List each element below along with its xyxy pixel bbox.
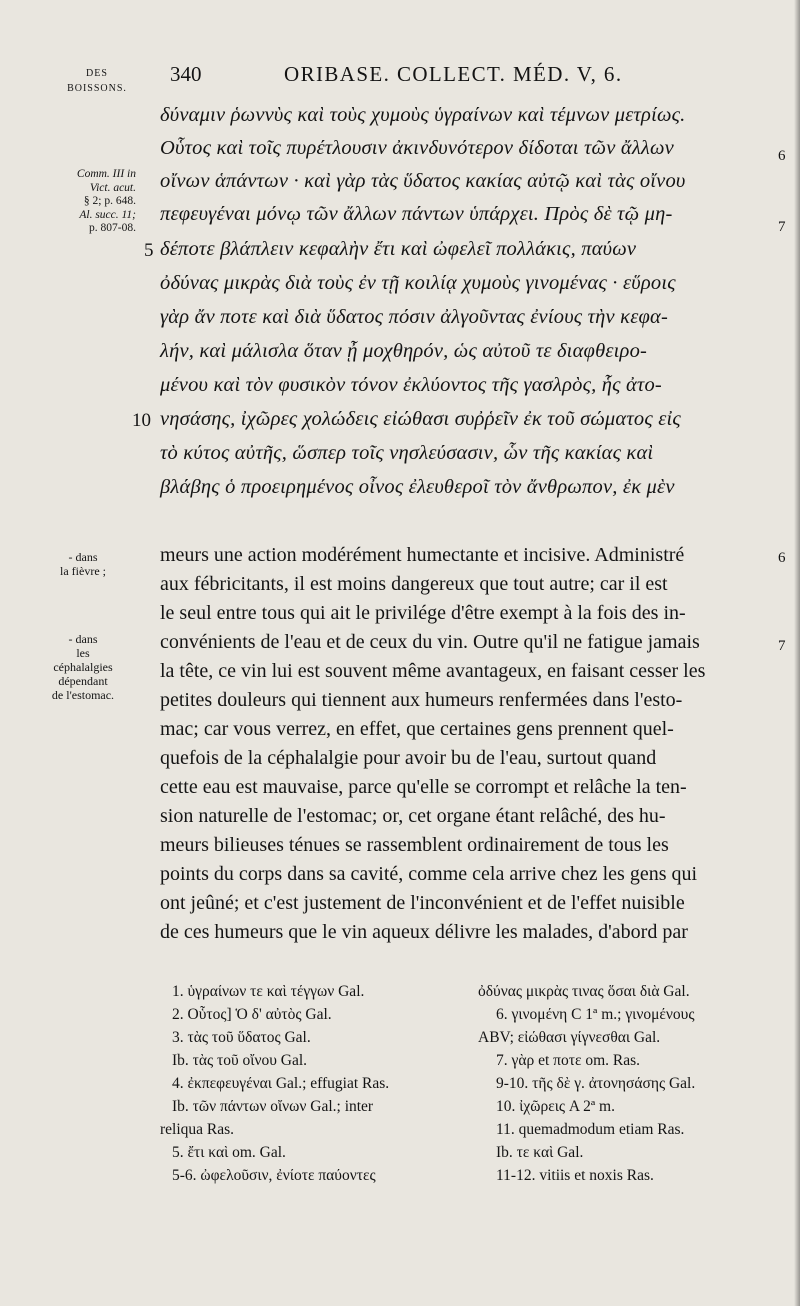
margin-note-line: Vict. acut. bbox=[89, 181, 136, 194]
greek-line: νησάσης, ἰχῶρες χολώδεις εἰώθασι συῤῥεῖν ἐκ τοῦ σώματος εἰς bbox=[160, 408, 681, 430]
page-header bbox=[0, 62, 800, 94]
running-title: ORIBASE. COLLECT. MÉD. V, 6. bbox=[284, 62, 623, 86]
margin-note-line: § 2; p. 648. bbox=[83, 195, 136, 207]
french-line: points du corps dans sa cavité, comme cela arrive chez les gens qui bbox=[160, 863, 698, 885]
margin-note-line: la fièvre ; bbox=[60, 564, 106, 578]
greek-line-number: 5 bbox=[144, 240, 154, 261]
margin-note-commentary bbox=[26, 168, 136, 236]
note-line: 7. γὰρ et ποτε om. Ras. bbox=[496, 1052, 641, 1069]
note-line: 4. ἐκπεφευγέναι Gal.; effugiat Ras. bbox=[172, 1075, 390, 1092]
section-tag-line: BOISSONS. bbox=[67, 83, 127, 94]
scan-shadow-edge bbox=[794, 0, 800, 1306]
note-line: ABV; εἰώθασι γίγνεσθαι Gal. bbox=[478, 1029, 661, 1046]
french-line: ont jeûné; et c'est justement de l'inconvénient et de l'effet nuisible bbox=[160, 892, 685, 914]
french-line: meurs bilieuses ténues se rassemblent ordinairement de tous les bbox=[160, 834, 669, 856]
french-line: petites douleurs qui tiennent aux humeurs renfermées dans l'esto- bbox=[160, 689, 683, 711]
french-line: cette eau est mauvaise, parce qu'elle se corrompt et relâche la ten- bbox=[160, 776, 687, 798]
greek-line-number: 10 bbox=[132, 410, 151, 431]
margin-note-line: - dans bbox=[68, 550, 98, 564]
note-line: Ib. τῶν πάντων οἴνων Gal.; inter bbox=[172, 1098, 374, 1115]
note-line: 5-6. ὠφελοῦσιν, ἐνίοτε παύοντες bbox=[172, 1167, 376, 1184]
notes-left-column bbox=[160, 983, 462, 1203]
greek-line: μένου καὶ τὸν φυσικὸν τόνον ἐκλύοντος τῆς γασλρὸς, ἧς ἀτο- bbox=[160, 374, 662, 396]
margin-note-headache bbox=[38, 632, 128, 702]
french-line: mac; car vous verrez, en effet, que certaines gens prennent quel- bbox=[160, 718, 674, 740]
greek-line: ὀδύνας μικρὰς διὰ τοὺς ἐν τῇ κοιλίᾳ χυμοὺς γινομένας · εὕροις bbox=[160, 272, 676, 294]
french-line: de ces humeurs que le vin aqueux délivre les malades, d'abord par bbox=[160, 921, 688, 943]
note-line: 10. ἰχῶρεις A 2ª m. bbox=[496, 1098, 615, 1115]
french-line: le seul entre tous qui ait le privilége d'être exempt à la fois des in- bbox=[160, 602, 686, 624]
greek-line: τὸ κύτος αὐτῆς, ὥσπερ τοῖς νησλεύσασιν, ὧν τῆς κακίας καὶ bbox=[160, 442, 654, 464]
greek-section-number: 6 bbox=[778, 148, 786, 164]
notes-right-column bbox=[478, 983, 768, 1203]
greek-line: Οὗτος καὶ τοῖς πυρέτλουσιν ἀκινδυνότερον δίδοται τῶν ἄλλων bbox=[160, 137, 674, 159]
margin-note-line: les bbox=[76, 646, 90, 660]
note-line: reliqua Ras. bbox=[160, 1121, 235, 1138]
french-line: aux fébricitants, il est moins dangereux que tout autre; car il est bbox=[160, 573, 668, 595]
note-line: 1. ὑγραίνων τε καὶ τέγγων Gal. bbox=[172, 983, 365, 1000]
french-line: quefois de la céphalalgie pour avoir bu de l'eau, surtout quand bbox=[160, 747, 657, 769]
margin-note-fever bbox=[38, 550, 128, 578]
margin-note-line: Comm. III in bbox=[76, 168, 136, 180]
greek-line: δύναμιν ῥωννὺς καὶ τοὺς χυμοὺς ὑγραίνων καὶ τέμνων μετρίως. bbox=[160, 104, 686, 126]
note-line: ὀδύνας μικρὰς τινας ὅσαι διὰ Gal. bbox=[478, 983, 690, 1000]
note-line: 5. ἔτι καὶ om. Gal. bbox=[172, 1144, 286, 1161]
margin-note-line: céphalalgies bbox=[53, 660, 113, 674]
french-section-number: 6 bbox=[778, 550, 786, 566]
greek-line: οἴνων ἁπάντων · καὶ γὰρ τὰς ὕδατος κακίας αὐτῷ καὶ τὰς οἴνου bbox=[160, 170, 686, 192]
french-line: convénients de l'eau et de ceux du vin. Outre qu'il ne fatigue jamais bbox=[160, 631, 700, 653]
greek-line: πεφευγέναι μόνῳ τῶν ἄλλων πάντων ὑπάρχει. Πρὸς δὲ τῷ μη- bbox=[160, 203, 673, 225]
greek-line: γὰρ ἄν ποτε καὶ διὰ ὕδατος πόσιν ἀλγοῦντας ἐνίους τὴν κεφα- bbox=[160, 306, 669, 328]
margin-note-line: de l'estomac. bbox=[51, 688, 115, 702]
margin-note-line: p. 807-08. bbox=[89, 222, 136, 234]
note-line: 9-10. τῆς δὲ γ. ἀτονησάσης Gal. bbox=[496, 1075, 696, 1092]
note-line: Ib. τὰς τοῦ οἴνου Gal. bbox=[172, 1052, 308, 1069]
french-line: meurs une action modérément humectante et incisive. Administré bbox=[160, 544, 685, 566]
note-line: 2. Οὗτος] Ὁ δ' αὐτὸς Gal. bbox=[172, 1006, 332, 1023]
french-section-number: 7 bbox=[778, 638, 786, 654]
greek-line: δέποτε βλάπλειν κεφαλὴν ἔτι καὶ ὠφελεῖ πολλάκις, παύων bbox=[160, 238, 637, 260]
section-tag bbox=[58, 66, 136, 96]
margin-note-line: - dans bbox=[68, 632, 98, 646]
note-line: 3. τὰς τοῦ ὕδατος Gal. bbox=[172, 1029, 311, 1046]
note-line: Ib. τε καὶ Gal. bbox=[496, 1144, 584, 1161]
greek-text bbox=[160, 104, 768, 504]
greek-line: λήν, καὶ μάλισλα ὅταν ᾖ μοχθηρόν, ὡς αὐτοῦ τε διαφθειρο- bbox=[160, 340, 648, 362]
french-translation bbox=[160, 544, 768, 964]
greek-line: βλάβης ὁ προειρημένος οἶνος ἐλευθεροῖ τὸν ἄνθρωπον, ἐκ μὲν bbox=[160, 476, 675, 498]
page-number: 340 bbox=[170, 62, 202, 86]
note-line: 11. quemadmodum etiam Ras. bbox=[496, 1121, 685, 1138]
note-line: 11-12. vitiis et noxis Ras. bbox=[496, 1167, 654, 1184]
margin-note-line: Al. succ. 11; bbox=[79, 208, 136, 221]
french-line: la tête, ce vin lui est souvent même avantageux, en faisant cesser les bbox=[160, 660, 706, 682]
section-tag-line: DES bbox=[86, 68, 108, 79]
margin-note-line: dépendant bbox=[58, 674, 108, 688]
french-line: sion naturelle de l'estomac; or, cet organe étant relâché, des hu- bbox=[160, 805, 666, 827]
greek-section-number: 7 bbox=[778, 219, 786, 235]
note-line: 6. γινομένη C 1ª m.; γινομένους bbox=[496, 1006, 695, 1023]
